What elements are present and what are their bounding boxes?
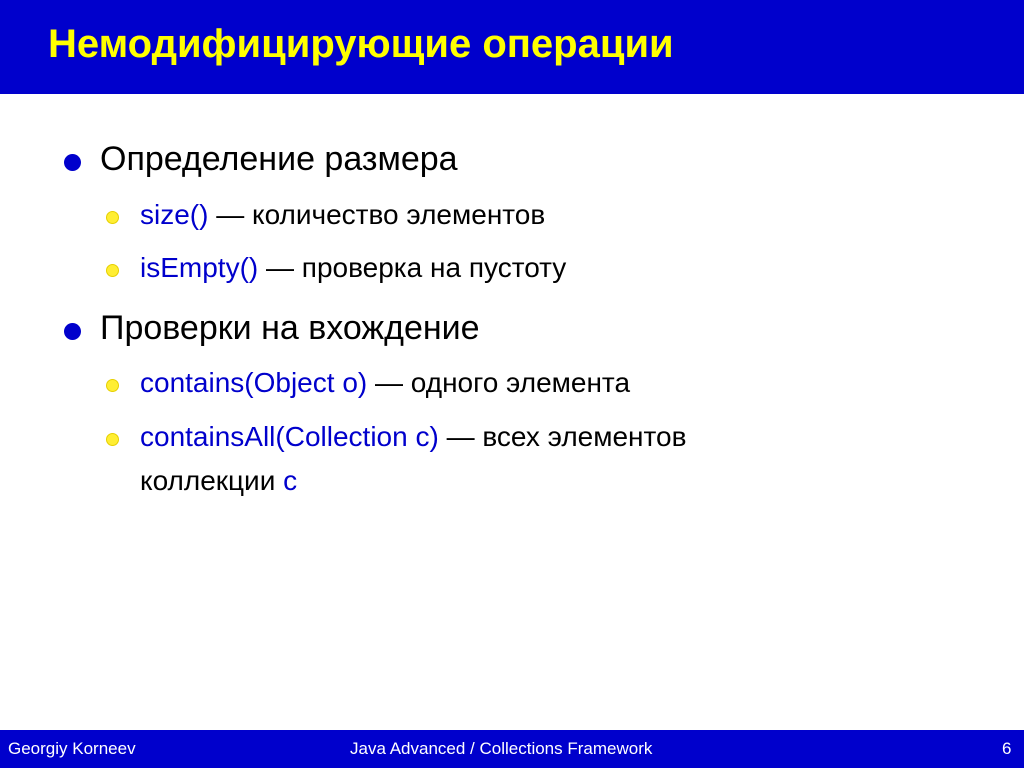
list-item	[140, 252, 566, 284]
list-item-continuation	[140, 465, 297, 497]
bullet-icon	[106, 379, 119, 392]
list-item	[140, 421, 686, 453]
description: проверка на пустоту	[301, 252, 567, 283]
title-bar	[0, 0, 1024, 94]
method-name: containsAll(Collection c)	[140, 421, 439, 452]
bullet-icon	[106, 211, 119, 224]
list-item	[140, 199, 545, 231]
bullet-icon	[64, 154, 81, 171]
method-name: c	[283, 465, 298, 496]
separator: —	[208, 199, 253, 230]
footer-author: Georgiy Korneev	[8, 739, 136, 758]
description: одного элемента	[410, 367, 631, 398]
list-item	[140, 367, 630, 399]
method-name: size()	[140, 199, 209, 230]
bullet-icon	[64, 323, 81, 340]
bullet-icon	[106, 433, 119, 446]
description: количество элементов	[252, 199, 546, 230]
method-name: contains(Object o)	[140, 367, 368, 398]
description: всех элементов	[482, 421, 687, 452]
method-name: isEmpty()	[140, 252, 259, 283]
section-heading: Проверки на вхождение	[100, 309, 480, 347]
footer	[0, 730, 1024, 768]
description: коллекции	[140, 465, 284, 496]
page-number: 6	[1002, 739, 1012, 758]
separator: —	[438, 421, 483, 452]
separator: —	[258, 252, 302, 283]
separator: —	[367, 367, 411, 398]
footer-course: Java Advanced / Collections Framework	[350, 739, 653, 758]
section-heading: Определение размера	[100, 140, 458, 178]
slide-title: Немодифицирующие операции	[48, 22, 674, 66]
bullet-icon	[106, 264, 119, 277]
